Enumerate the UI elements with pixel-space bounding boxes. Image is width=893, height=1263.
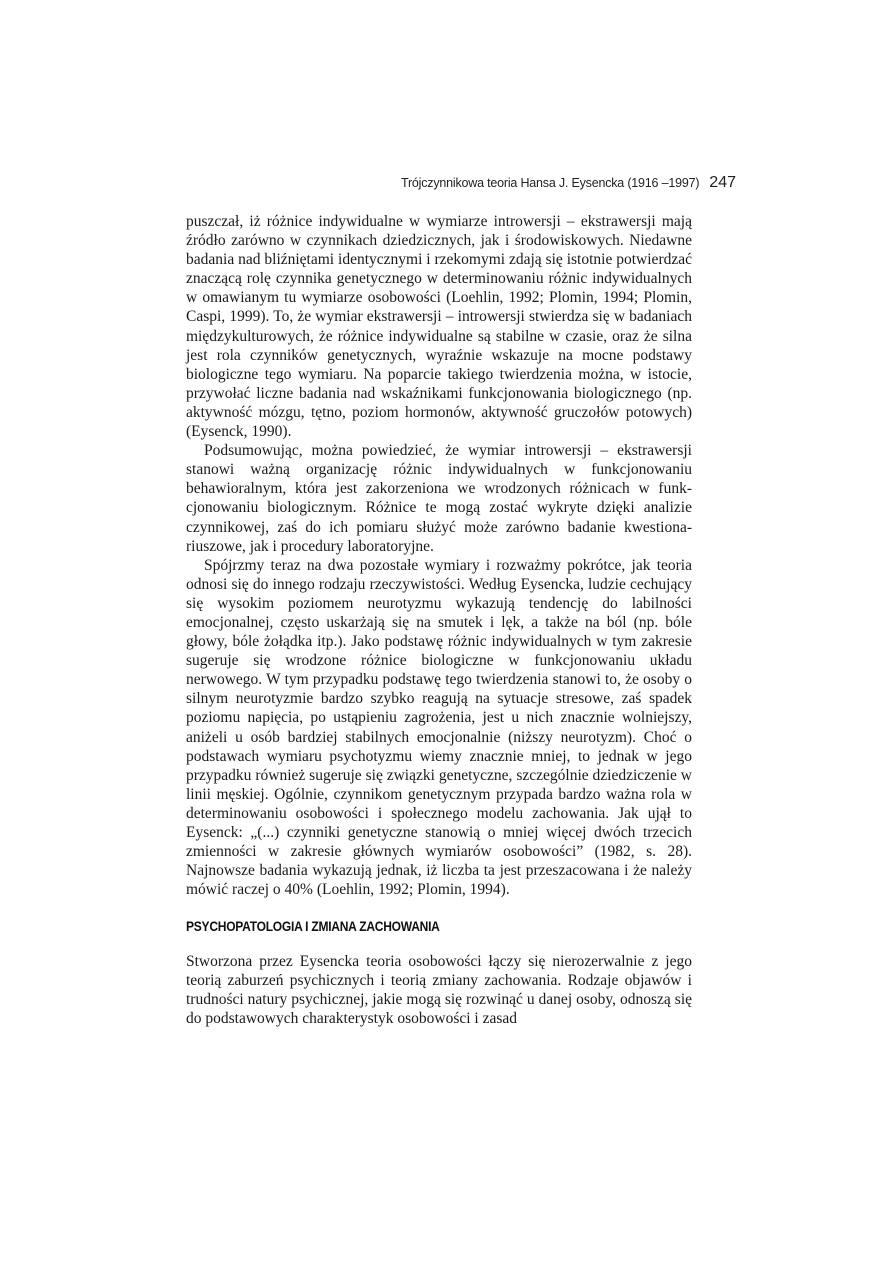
paragraph: puszczał, iż różnice indywidualne w wymiarze introwersji – ekstrawersji mają źródło zarówno w czynnikach dziedzicznych, jak i środowiskowych. Niedawne badania nad bliźniętami identycznymi i rzekomymi zdają się istotnie potwierdzać znaczącą rolę czynnika genetycznego w determinowaniu różnic indywidualnych w omawianym tu wymiarze osobowości (Loehlin, 1992; Plomin, 1994; Plomin, Caspi, 1999). To, że wymiar ekstrawersji – introwersji stwierdza się w badaniach międzykulturowych, że różnice indywidualne są stabilne w czasie, oraz że silna jest rola czynników genetycznych, wyraźnie wskazuje na mocne podstawy biologiczne tego wymiaru. Na poparcie takiego twierdzenia można, w istocie, przywołać liczne badania nad wskaźnikami funkcjonowania biologicznego (np. aktywność mózgu, tętno, poziom hormonów, aktywność gruczołów potowych) (Eysenck, 1990). <box>186 213 692 441</box>
section-text <box>186 952 692 1028</box>
section-heading: PSYCHOPATOLOGIA I ZMIANA ZACHOWANIA <box>186 918 440 934</box>
paragraph: Podsumowując, można powiedzieć, że wymiar introwersji – ekstrawersji stanowi ważną organizację różnic indywidualnych w funkcjonowaniu behawioralnym, która jest zakorzeniona we wrodzonych różnicach w funkcjonowaniu biologicznym. Różnice te mogą zostać wykryte dzięki analizie czynnikowej, zaś do ich pomiaru służyć może zarówno badanie kwestionariuszowe, jak i procedury laboratoryjne. <box>186 442 692 555</box>
page-number: 247 <box>709 174 736 191</box>
main-text <box>186 212 692 899</box>
paragraph: Spójrzmy teraz na dwa pozostałe wymiary i rozważmy pokrótce, jak teoria odnosi się do innego rodzaju rzeczywistości. Według Eysencka, ludzie cechujący się wysokim poziomem neurotyzmu wykazują tendencję do labilności emocjonalnej, często uskarżają się na smutek i lęk, a także na ból (np. bóle głowy, bóle żołądka itp.). Jako podstawę różnic indywidualnych w tym zakresie sugeruje się wrodzone różnice biologiczne w funkcjonowaniu układu nerwowego. W tym przypadku podstawę tego twierdzenia stanowi to, że osoby o silnym neurotyzmie bardzo szybko reagują na sytuacje stresowe, zaś spadek poziomu napięcia, po ustąpieniu zagrożenia, jest u nich znacznie wolniejszy, aniżeli u osób bardziej stabilnych emocjonalnie (niższy neurotyzm). Choć o podstawach wymiaru psychotyzmu wiemy znacznie mniej, to jednak w jego przypadku również sugeruje się związki genetyczne, szczególnie dziedziczenie w linii męskiej. Ogólnie, czynnikom genetycznym przypada bardzo ważna rola w determinowaniu osobowości i społecznego modelu zachowania. Jak ujął to Eysenck: „(...) czynniki genetyczne stanowią o mniej więcej dwóch trzecich zmienności w zakresie głównych wymiarów osobowości” (1982, s. 28). Najnowsze badania wykazują jednak, iż liczba ta jest przeszacowana i że należy mówić raczej o 40% (Loehlin, 1992; Plomin, 1994). <box>186 556 692 899</box>
running-head <box>186 174 736 192</box>
paragraph: Stworzona przez Eysencka teoria osobowości łączy się nierozerwalnie z jego teorią zaburzeń psychicznych i teorią zmiany zachowania. Rodzaje objawów i trudności natury psychicznej, jakie mogą się rozwinąć u danej osoby, odnoszą się do podstawowych charakterystyk osobowości i zasad <box>186 953 692 1028</box>
running-title: Trójczynnikowa teoria Hansa J. Eysencka (1916 –1997) <box>400 176 700 190</box>
